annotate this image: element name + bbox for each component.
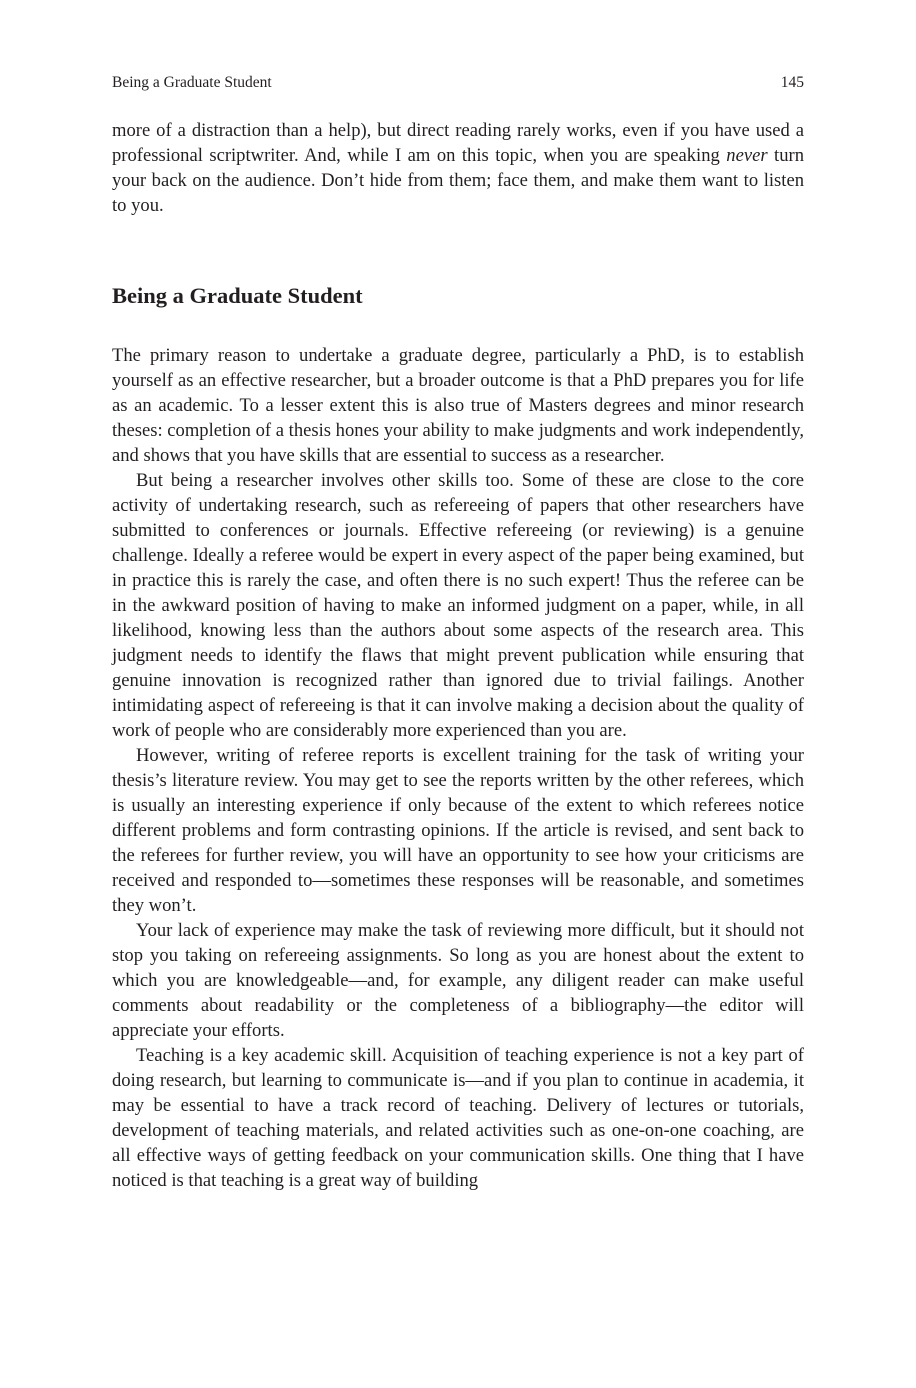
page-number: 145: [780, 74, 804, 91]
body-paragraph: Your lack of experience may make the task of reviewing more difficult, but it should not stop you taking on refereeing assignments. So long as you are honest about the extent to which you are knowledgeable—and, for example, any diligent reader can make useful comments about readability or the completeness of a bibliography—the editor will appreciate your efforts.: [112, 920, 804, 1041]
body-paragraph: However, writing of referee reports is excellent training for the task of writing your thesis’s literature review. You may get to see the reports written by the other referees, which is usually an interesting experience if only because of the extent to which referees notice different problems and form contrasting opinions. If the article is revised, and sent back to the referees for further review, you will have an opportunity to see how your criticisms are received and responded to—sometimes these responses will be reasonable, and sometimes they won’t.: [112, 745, 804, 916]
section-heading: Being a Graduate Student: [112, 283, 363, 308]
running-title: Being a Graduate Student: [112, 74, 272, 91]
intro-paragraph: [112, 118, 804, 218]
intro-text-before: more of a distraction than a help), but direct reading rarely works, even if you have used a professional scriptwriter. And, while I am on this topic, when you are speaking: [112, 120, 804, 166]
intro-emphasis: never: [726, 145, 768, 166]
body-paragraph: Teaching is a key academic skill. Acquisition of teaching experience is not a key part of doing research, but learning to communicate is—and if you plan to continue in academia, it may be essential to have a track record of teaching. Delivery of lectures or tutorials, development of teaching materials, and related activities such as one-on-one coaching, are all effective ways of getting feedback on your communication skills. One thing that I have noticed is that teaching is a great way of building: [112, 1045, 804, 1191]
body-paragraph: The primary reason to undertake a graduate degree, particularly a PhD, is to establish yourself as an effective researcher, but a broader outcome is that a PhD prepares you for life as an academic. To a lesser extent this is also true of Masters degrees and minor research theses: completion of a thesis hones your ability to make judgments and work independently, and shows that you have skills that are essential to success as a researcher.: [112, 345, 804, 466]
section-body: [112, 343, 804, 1193]
body-paragraph: But being a researcher involves other skills too. Some of these are close to the core activity of undertaking research, such as refereeing of papers that other researchers have submitted to conferences or journals. Effective refereeing (or reviewing) is a genuine challenge. Ideally a referee would be expert in every aspect of the paper being examined, but in practice this is rarely the case, and often there is no such expert! Thus the referee can be in the awkward position of having to make an informed judgment on a paper, while, in all likelihood, knowing less than the authors about some aspects of the research area. This judgment needs to identify the flaws that might prevent publication while ensuring that genuine innovation is recognized rather than ignored due to trivial failings. Another intimidating aspect of refereeing is that it can involve making a decision about the quality of work of people who are considerably more experienced than you are.: [112, 470, 804, 741]
intro-text-after: turn your back on the audience. Don’t hide from them; face them, and make them want to listen to you.: [112, 145, 804, 216]
